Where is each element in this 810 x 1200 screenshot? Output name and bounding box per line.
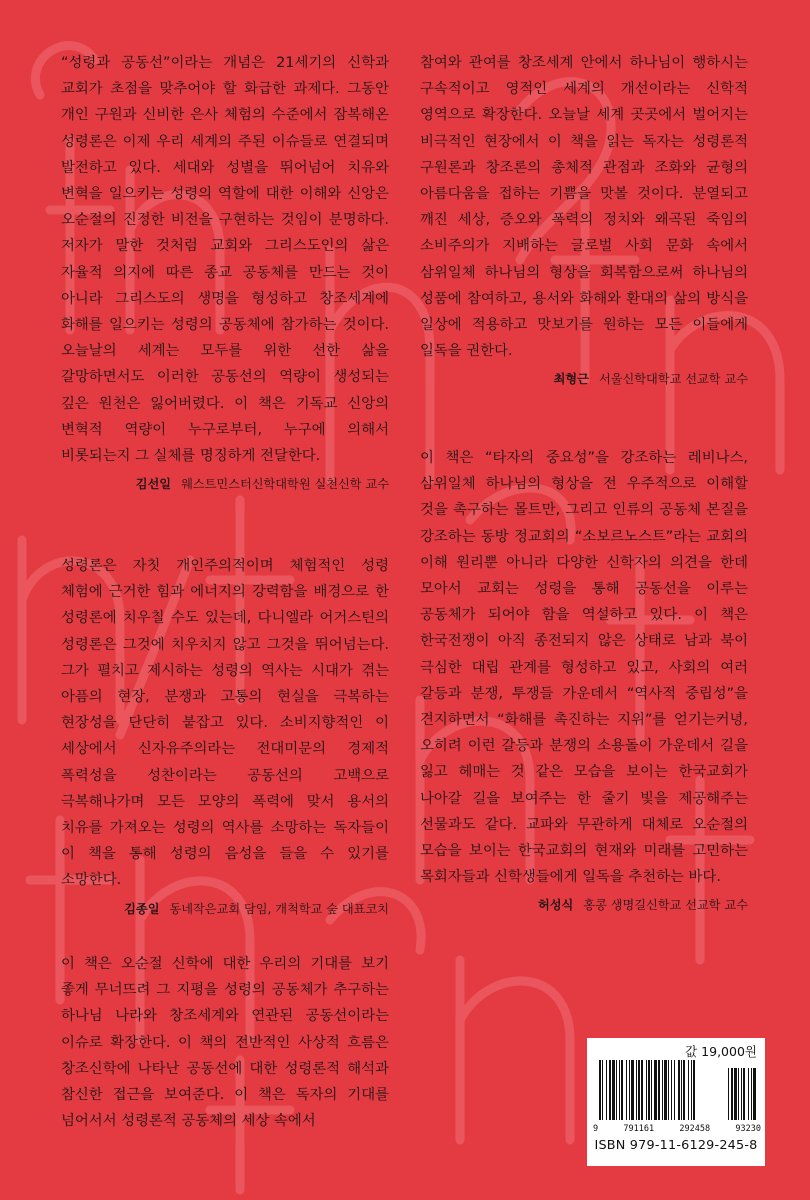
right-column <box>420 50 748 388</box>
barcode-addon-bar <box>728 1068 729 1120</box>
endorser-title: 홍콩 생명길신학교 선교학 교수 <box>583 898 748 913</box>
barcode-bar <box>636 1060 637 1120</box>
barcode-addon-bar <box>743 1068 745 1120</box>
barcode-bar <box>654 1060 657 1120</box>
barcode-bar <box>668 1060 669 1120</box>
barcode-bar <box>683 1060 685 1120</box>
barcode-bar <box>681 1060 682 1120</box>
endorsement-block <box>420 445 748 914</box>
barcode-bar <box>638 1060 640 1120</box>
barcode-bar <box>609 1060 611 1120</box>
endorsement-block <box>61 553 389 918</box>
endorser-title: 웨스트민스터신학대학원 실천신학 교수 <box>181 477 389 492</box>
barcode-addon-bar <box>731 1068 733 1120</box>
barcode-bar <box>612 1060 615 1120</box>
endorser-name: 김선일 <box>135 477 172 492</box>
endorsement-block <box>61 50 389 493</box>
endorser-title: 서울신학대학교 선교학 교수 <box>598 372 748 387</box>
barcode-addon-bar <box>738 1068 739 1120</box>
barcode-digit-group: 791161 <box>623 1124 655 1134</box>
left-column <box>61 50 389 493</box>
barcode-bar <box>662 1060 663 1120</box>
barcode-bar <box>631 1060 634 1120</box>
barcode-bar <box>629 1060 630 1120</box>
barcode-bar <box>651 1060 652 1120</box>
barcode-addon-bar <box>748 1068 749 1120</box>
barcode-bar <box>616 1060 617 1120</box>
barcode-bar <box>599 1060 601 1120</box>
barcode-bar <box>693 1060 695 1120</box>
barcode-bar <box>678 1060 680 1120</box>
endorsement-block <box>61 951 389 1134</box>
endorser-title: 동네작은교회 담임, 개척학교 숲 대표코치 <box>169 901 389 916</box>
left-column-block-2 <box>61 553 389 918</box>
barcode-digit-group: 292458 <box>679 1124 711 1134</box>
barcode-digit-group: 9 <box>593 1124 599 1134</box>
endorser-name: 김종일 <box>124 901 160 916</box>
endorsement-text: 참여와 관여를 창조세계 안에서 하나님이 행하시는 구속적이고 영적인 세계의 개선이라는 신학적 영역으로 확장한다. 오늘날 세계 곳곳에서 벌어지는 비극적인 현장에서 이 책을 읽는 독자는 성령론적 구원론과 창조론의 총체적 관점과 조화와 균형의 아름다움을 접하는 기쁨을 맛볼 것이다. 분열되고 깨진 세상, 증오와 폭력의 정치와 왜곡된 죽임의 소비주의가 지배하는 글로벌 사회 문화 속에서 삼위일체 하나님의 형상을 회복함으로써 하나님의 성품에 참여하고, 용서와 화해와 환대의 삶의 방식을 일상에 적용하고 맛보기를 원하는 모든 이들에게 일독을 권한다. <box>420 55 748 360</box>
barcode-bar <box>671 1060 672 1120</box>
endorsement-signature <box>61 475 389 493</box>
barcode-bar <box>691 1060 692 1120</box>
endorsement-text: 성령론은 자칫 개인주의적이며 체험적인 성령 체험에 근거한 힘과 에너지의 강력함을 배경으로 한 성령론에 치우칠 수도 있는데, 다니엘라 어거스틴의 성령론은 그것에 치우치지 않고 그것을 뛰어넘는다. 그가 펼치고 제시하는 성령의 역사는 시대가 겪는 아픔의 현장, 분쟁과 고통의 현실을 극복하는 현장성을 단단히 붙잡고 있다. 소비지향적인 이 세상에서 신자유주의라는 전대미문의 경제적 폭력성을 성찬이라는 공동선의 고백으로 극복해나가며 모든 모양의 폭력에 맞서 용서의 치유를 가져오는 성령의 역사를 소망하는 독자들이 이 책을 통해 성령의 음성을 들을 수 있기를 소망한다. <box>61 558 389 889</box>
right-column-block-2 <box>420 445 748 914</box>
barcode-addon-bar <box>734 1068 737 1120</box>
barcode-bar <box>674 1060 675 1120</box>
endorsement-block <box>420 50 748 388</box>
endorsement-signature <box>420 896 748 914</box>
price-barcode-box <box>587 1038 765 1166</box>
barcode-bar <box>619 1060 620 1120</box>
endorsement-text: 이 책은 “타자의 중요성”을 강조하는 레비나스, 삼위일체 하나님의 형상을 전 우주적으로 이해할 것을 촉구하는 몰트만, 그리고 인류의 공동체 본질을 강조하는 동방 정교회의 “소보르노스트”라는 교회의 이해 원리뿐 아니라 다양한 신학자의 의견을 한데 모아서 교회는 성령을 통해 공동선을 이루는 공동체가 되어야 함을 역설하고 있다. 이 책은 한국전쟁이 아직 종전되지 않은 상태로 남과 북이 극심한 대립 관계를 형성하고 있고, 사회의 여러 갈등과 분쟁, 투쟁들 가운데서 “역사적 중립성”을 견지하면서 “화해를 촉진하는 지위”를 얻기는커녕, 오히려 이런 갈등과 분쟁의 소용돌이 가운데서 길을 잃고 헤매는 것 같은 모습을 보이는 한국교회가 나아갈 길을 보여주는 한 줄기 빛을 제공해주는 선물과도 같다. 교파와 무관하게 대체로 오순절의 모습을 보이는 한국교회의 현재와 미래를 고민하는 목회자들과 신학생들에게 일독을 추천하는 바다. <box>420 450 748 886</box>
barcode-addon-bar <box>753 1068 756 1120</box>
barcode-bar <box>646 1060 647 1120</box>
barcode-bar <box>621 1060 623 1120</box>
barcode-bar <box>658 1060 660 1120</box>
endorser-name: 허성식 <box>537 898 574 913</box>
barcode-bar <box>664 1060 667 1120</box>
barcode-addon-bar <box>751 1068 752 1120</box>
barcode-bar <box>641 1060 643 1120</box>
barcode-bar <box>688 1060 689 1120</box>
barcode-bar <box>602 1060 603 1120</box>
left-column-block-3 <box>61 951 389 1134</box>
barcode-addon-bar <box>741 1068 742 1120</box>
barcode-bar <box>606 1060 607 1120</box>
endorser-name: 최형근 <box>553 372 589 387</box>
endorsement-signature <box>61 900 389 918</box>
endorsement-text: “성령과 공동선”이라는 개념은 21세기의 신학과 교회가 초점을 맞추어야 할 화급한 과제다. 그동안 개인 구원과 신비한 은사 체험의 수준에서 잠복해온 성령론은 이제 우리 세계의 주된 이슈들로 연결되며 발전하고 있다. 세대와 성별을 뛰어넘어 치유와 변혁을 일으키는 성령의 역할에 대한 이해와 신앙은 오순절의 진정한 비전을 구현하는 것임이 분명하다. 저자가 말한 것처럼 교회와 그리스도인의 삶은 자율적 의지에 따른 종교 공동체를 만드는 것이 아니라 그리스도의 생명을 형성하고 창조세계에 화해를 일으키는 성령의 공동체에 참가하는 것이다. 오늘날의 세계는 모두를 위한 선한 삶을 갈망하면서도 이러한 공동선의 역량이 생성되는 깊은 원천은 잃어버렸다. 이 책은 기독교 신앙의 변혁적 역량이 누구로부터, 누구에 의해서 비롯되는지 그 실체를 명징하게 전달한다. <box>61 55 389 465</box>
endorsement-text: 이 책은 오순절 신학에 대한 우리의 기대를 보기 좋게 무너뜨려 그 지평을 성령의 공동체가 추구하는 하나님 나라와 창조세계와 연관된 공동선이라는 이슈로 확장한다. 이 책의 전반적인 사상적 흐름은 창조신학에 나타난 공동선에 대한 성령론적 해석과 참신한 접근을 보여준다. 이 책은 독자의 기대를 넘어서서 성령론적 공동체의 세상 속에서 <box>61 956 389 1130</box>
barcode-bar <box>626 1060 627 1120</box>
isbn-number: ISBN 979-11-6129-245-8 <box>594 1138 758 1153</box>
barcode-bar <box>648 1060 650 1120</box>
barcode-digit-group: 93230 <box>735 1124 761 1134</box>
endorsement-signature <box>420 370 748 388</box>
barcode <box>597 1060 757 1124</box>
barcode-digits <box>593 1124 761 1134</box>
price-label: 값 19,000원 <box>685 1044 757 1059</box>
